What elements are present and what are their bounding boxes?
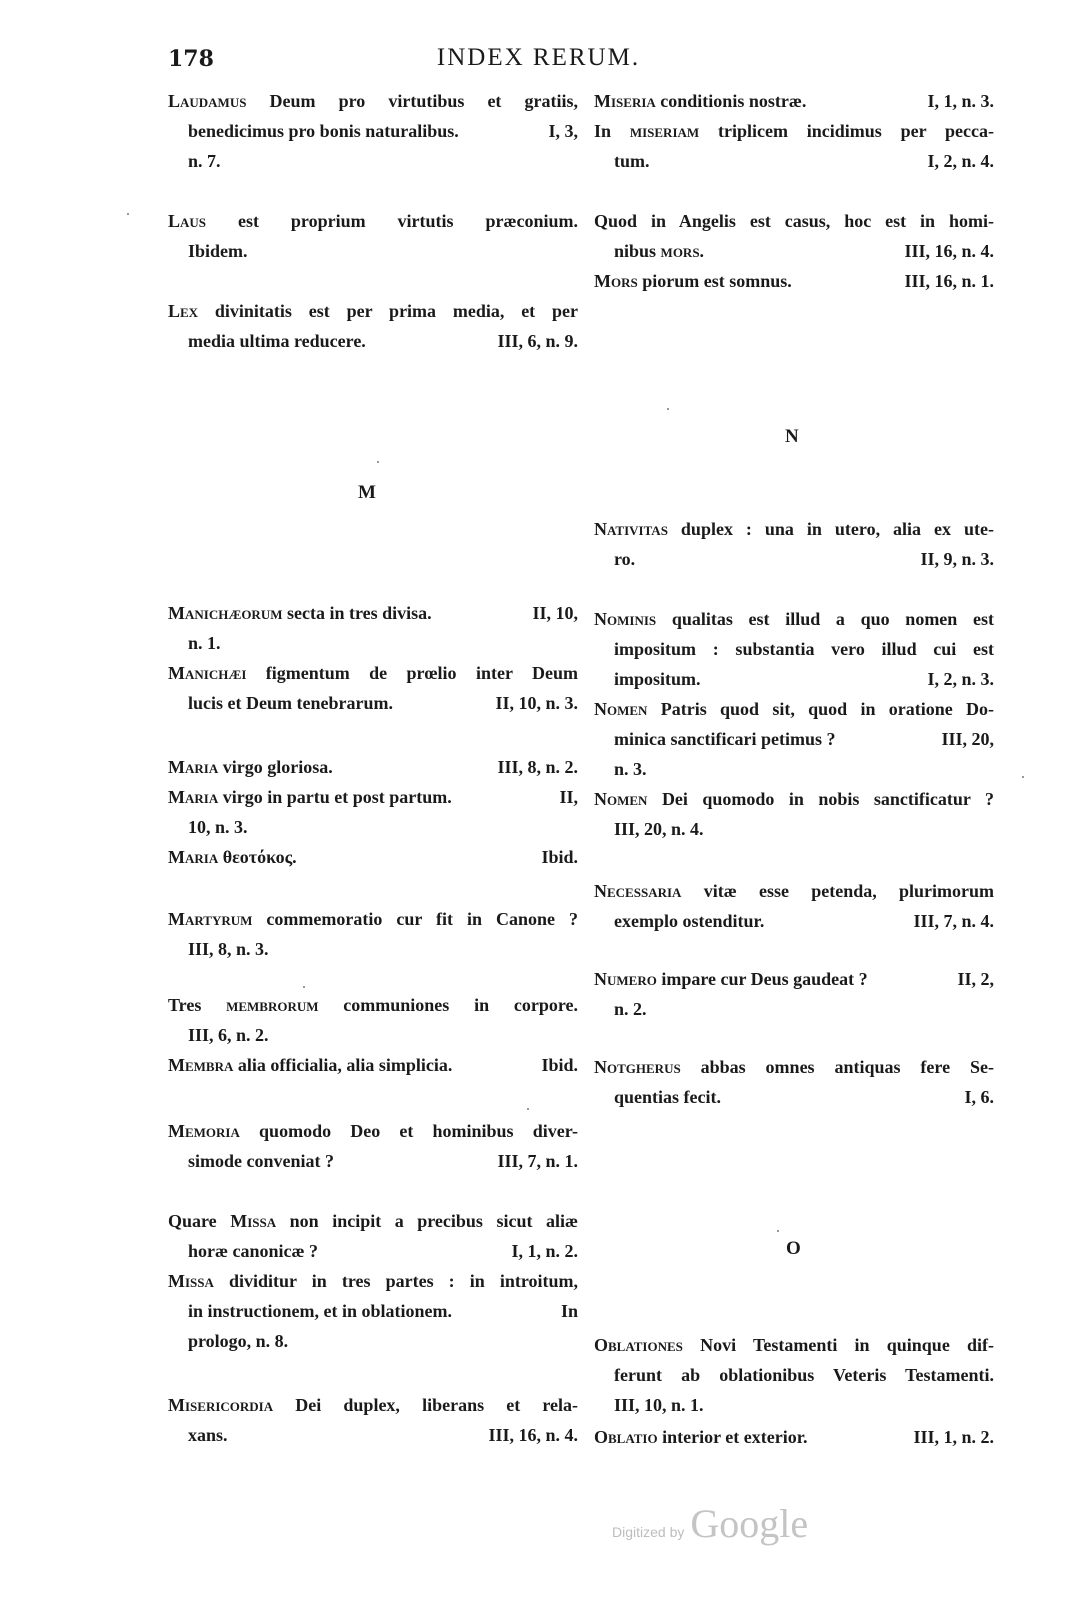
digitized-by-google-watermark bbox=[612, 1500, 808, 1547]
index-entry-manichaei: Manichæi figmentum de prœlio inter Deum lucis et Deum tenebrarum. II, 10, n. 3. bbox=[168, 663, 578, 713]
index-entry-numero: Numero impare cur Deus gaudeat ? II, 2, n. 2. bbox=[594, 969, 994, 1019]
index-entry-laudamus: Laudamus Deum pro virtutibus et gratiis, benedicimus pro bonis naturalibus. I, 3, n. 7. bbox=[168, 91, 578, 171]
digitized-label: Digitized by bbox=[612, 1524, 685, 1540]
running-title: INDEX RERUM. bbox=[436, 44, 641, 71]
scan-speck bbox=[777, 1230, 779, 1232]
index-entry-laus: Laus est proprium virtutis præconium. Ibidem. bbox=[168, 211, 578, 261]
index-entry-membra: Membra alia officialia, alia simplicia. Ibid. bbox=[168, 1055, 578, 1075]
index-entry-oblationes: Oblationes Novi Testamenti in quinque dif- ferunt ab oblationibus Veteris Testamenti. III, 10, n. 1. bbox=[594, 1335, 995, 1415]
index-entry-nativitas: Nativitas duplex : una in utero, alia ex ute- ro. II, 9, n. 3. bbox=[594, 519, 994, 569]
index-entry-missa-dividitur: Missa dividitur in tres partes : in introitum, in instructionem, et in oblationem. In prologo, n. 8. bbox=[168, 1271, 579, 1351]
index-entry-miseria: Miseria conditionis nostræ. I, 1, n. 3. bbox=[594, 91, 994, 111]
page-header bbox=[0, 44, 1077, 84]
index-entry-martyrum: Martyrum commemoratio cur fit in Canone ? III, 8, n. 3. bbox=[168, 909, 579, 959]
index-entry-lex: Lex divinitatis est per prima media, et per media ultima reducere. III, 6, n. 9. bbox=[168, 301, 578, 351]
scan-speck bbox=[667, 408, 669, 410]
index-entry-oblatio: Oblatio interior et exterior. III, 1, n. 2. bbox=[594, 1427, 994, 1447]
scan-speck bbox=[377, 461, 379, 463]
google-logo: Google bbox=[690, 1501, 809, 1546]
index-entry-notgherus: Notgherus abbas omnes antiquas fere Se- quentias fecit. I, 6. bbox=[594, 1057, 994, 1107]
index-entry-membrorum: Tres membrorum communiones in corpore. III, 6, n. 2. bbox=[168, 995, 578, 1045]
index-entry-nomen-patris: Nomen Patris quod sit, quod in oratione Do- minica sanctificari petimus ? III, 20, n. 3. bbox=[594, 699, 995, 779]
scan-speck bbox=[1022, 776, 1024, 778]
index-entry-nomen-dei: Nomen Dei quomodo in nobis sanctificatur ? III, 20, n. 4. bbox=[594, 789, 995, 839]
index-entry-necessaria: Necessaria vitæ esse petenda, plurimorum exemplo ostenditur. III, 7, n. 4. bbox=[594, 881, 994, 931]
index-entry-mors-angelis: Quod in Angelis est casus, hoc est in homi- nibus mors. III, 16, n. 4. bbox=[594, 211, 994, 261]
index-entry-nominis: Nominis qualitas est illud a quo nomen est impositum : substantia vero illud cui est impositum. I, 2, n. 3. bbox=[594, 609, 994, 689]
index-entry-memoria: Memoria quomodo Deo et hominibus diver- simode conveniat ? III, 7, n. 1. bbox=[168, 1121, 579, 1171]
index-entry-maria-partu: Maria virgo in partu et post partum. II, 10, n. 3. bbox=[168, 787, 578, 837]
scan-speck bbox=[303, 986, 305, 988]
index-entry-manichaeorum: Manichæorum secta in tres divisa. II, 10, n. 1. bbox=[168, 603, 578, 653]
index-entry-maria-gloriosa: Maria virgo gloriosa. III, 8, n. 2. bbox=[168, 757, 578, 777]
index-entry-miseriam: In miseriam triplicem incidimus per pecca- tum. I, 2, n. 4. bbox=[594, 121, 995, 171]
page-number: 178 bbox=[168, 46, 214, 72]
section-letter-o: O bbox=[786, 1238, 801, 1259]
index-entry-maria-theotokos: Maria θεοτόκος. Ibid. bbox=[168, 847, 578, 867]
index-entry-missa-quare: Quare Missa non incipit a precibus sicut aliæ horæ canonicæ ? I, 1, n. 2. bbox=[168, 1211, 578, 1261]
section-letter-n: N bbox=[785, 426, 799, 447]
index-entry-mors-piorum: Mors piorum est somnus. III, 16, n. 1. bbox=[594, 271, 994, 291]
scan-speck bbox=[127, 213, 129, 215]
section-letter-m: M bbox=[358, 482, 376, 503]
scan-speck bbox=[527, 1108, 529, 1110]
index-entry-misericordia: Misericordia Dei duplex, liberans et rela- xans. III, 16, n. 4. bbox=[168, 1395, 579, 1445]
